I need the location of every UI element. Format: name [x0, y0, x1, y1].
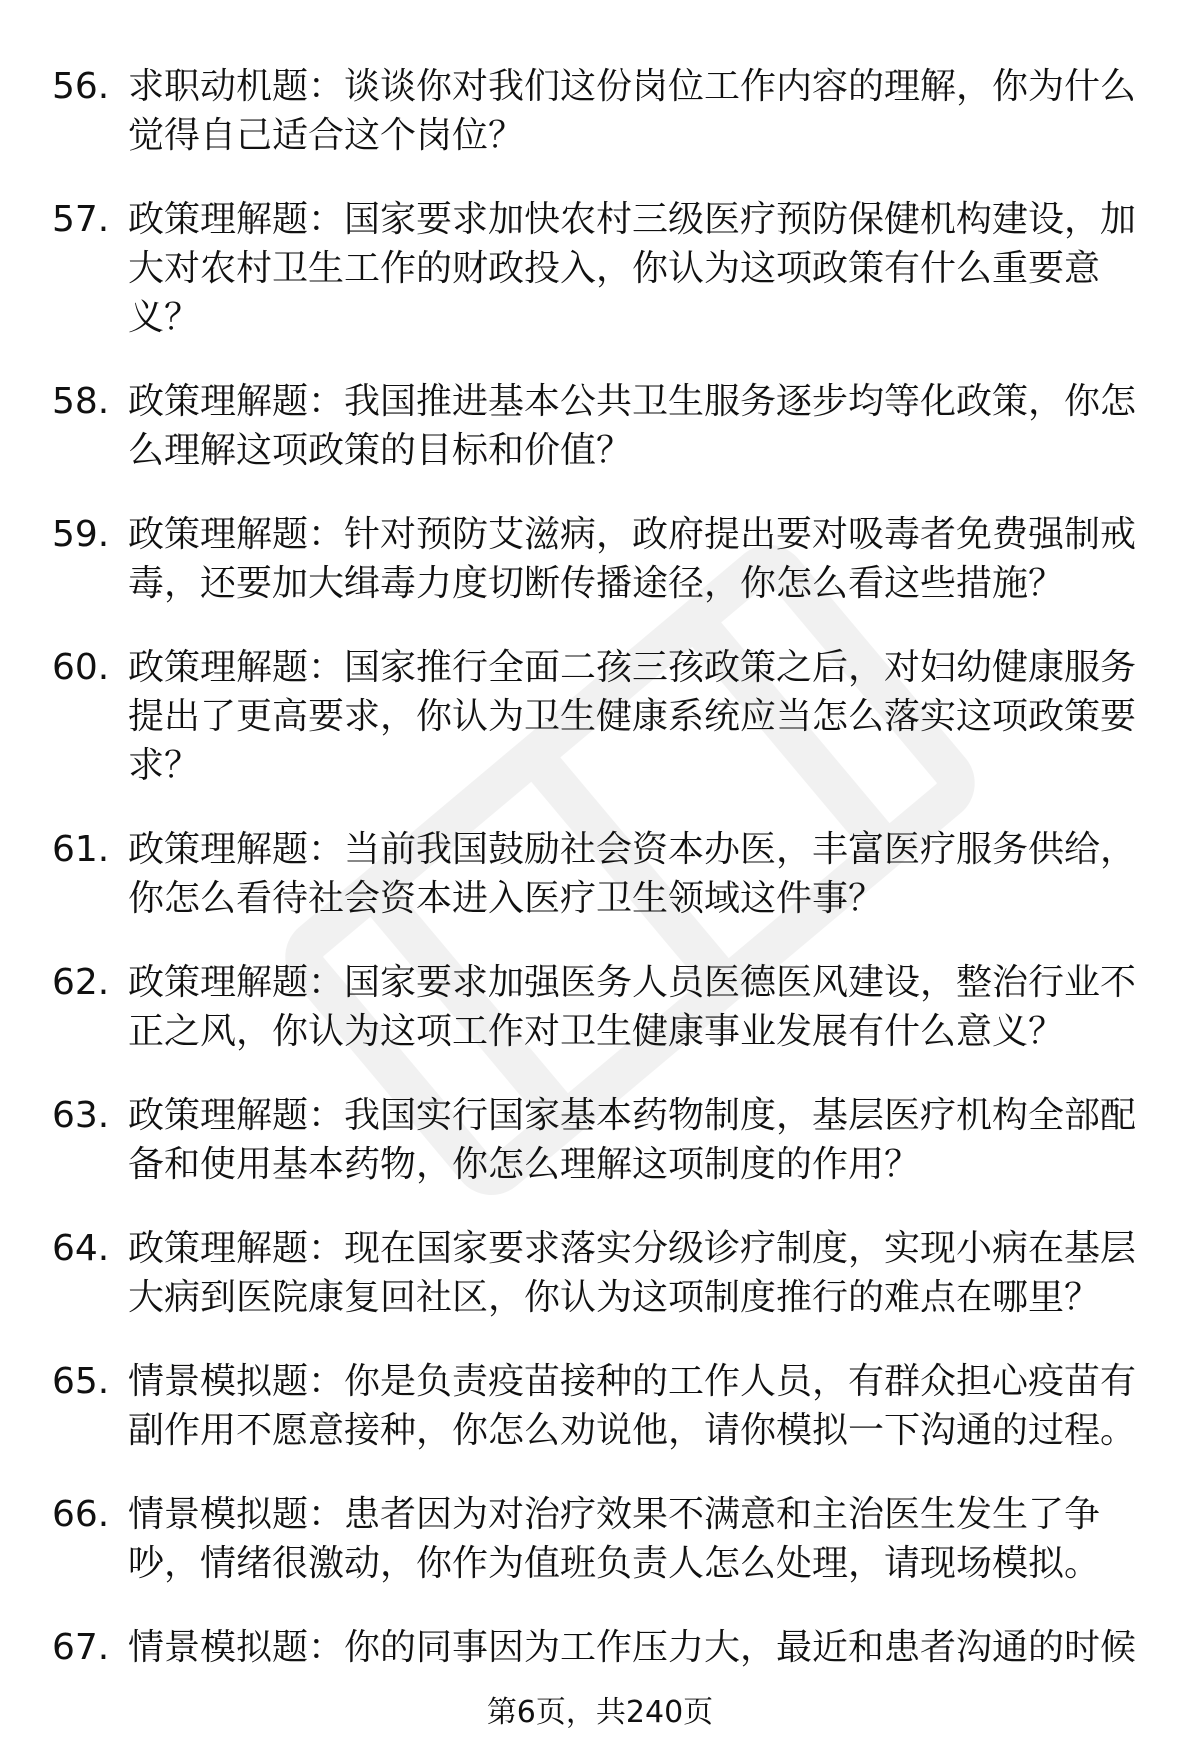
- question-item: [52, 1623, 1152, 1672]
- question-text: 政策理解题：当前我国鼓励社会资本办医，丰富医疗服务供给，你怎么看待社会资本进入医疗卫生领域这件事？: [128, 829, 1137, 919]
- question-item: [52, 195, 1152, 342]
- page-footer: 第6页，共240页: [486, 1695, 714, 1730]
- question-number: 60.: [52, 647, 110, 688]
- question-text: 情景模拟题：你的同事因为工作压力大，最近和患者沟通的时候: [128, 1627, 1137, 1668]
- question-number: 56.: [52, 66, 110, 107]
- question-item: [52, 377, 1152, 475]
- question-item: [52, 825, 1152, 923]
- question-number: 67.: [52, 1627, 110, 1668]
- question-text: 情景模拟题：患者因为对治疗效果不满意和主治医生发生了争吵，情绪很激动，你作为值班负责人怎么处理，请现场模拟。: [128, 1494, 1101, 1584]
- question-number: 64.: [52, 1228, 110, 1269]
- question-item: [52, 510, 1152, 608]
- question-text: 政策理解题：现在国家要求落实分级诊疗制度，实现小病在基层大病到医院康复回社区，你认为这项制度推行的难点在哪里？: [128, 1228, 1137, 1318]
- question-text: 政策理解题：我国推进基本公共卫生服务逐步均等化政策，你怎么理解这项政策的目标和价值？: [128, 381, 1137, 471]
- question-item: [52, 1357, 1152, 1455]
- question-text: 情景模拟题：你是负责疫苗接种的工作人员，有群众担心疫苗有副作用不愿意接种，你怎么劝说他，请你模拟一下沟通的过程。: [128, 1361, 1137, 1451]
- question-item: [52, 1091, 1152, 1189]
- question-item: [52, 1224, 1152, 1322]
- question-number: 61.: [52, 829, 110, 870]
- question-number: 59.: [52, 514, 110, 555]
- question-number: 57.: [52, 199, 110, 240]
- question-text: 政策理解题：国家推行全面二孩三孩政策之后，对妇幼健康服务提出了更高要求，你认为卫生健康系统应当怎么落实这项政策要求？: [128, 647, 1137, 786]
- question-number: 63.: [52, 1095, 110, 1136]
- question-text: 政策理解题：针对预防艾滋病，政府提出要对吸毒者免费强制戒毒，还要加大缉毒力度切断传播途径，你怎么看这些措施？: [128, 514, 1137, 604]
- question-number: 65.: [52, 1361, 110, 1402]
- question-item: [52, 62, 1152, 160]
- question-number: 58.: [52, 381, 110, 422]
- question-number: 62.: [52, 962, 110, 1003]
- question-number: 66.: [52, 1494, 110, 1535]
- question-item: [52, 643, 1152, 790]
- question-text: 政策理解题：国家要求加强医务人员医德医风建设，整治行业不正之风，你认为这项工作对卫生健康事业发展有什么意义？: [128, 962, 1137, 1052]
- question-text: 政策理解题：国家要求加快农村三级医疗预防保健机构建设，加大对农村卫生工作的财政投入，你认为这项政策有什么重要意义？: [128, 199, 1137, 338]
- question-text: 政策理解题：我国实行国家基本药物制度，基层医疗机构全部配备和使用基本药物，你怎么理解这项制度的作用？: [128, 1095, 1137, 1185]
- question-item: [52, 1490, 1152, 1588]
- question-text: 求职动机题：谈谈你对我们这份岗位工作内容的理解，你为什么觉得自己适合这个岗位？: [128, 66, 1137, 156]
- question-list: [52, 62, 1152, 1707]
- question-item: [52, 958, 1152, 1056]
